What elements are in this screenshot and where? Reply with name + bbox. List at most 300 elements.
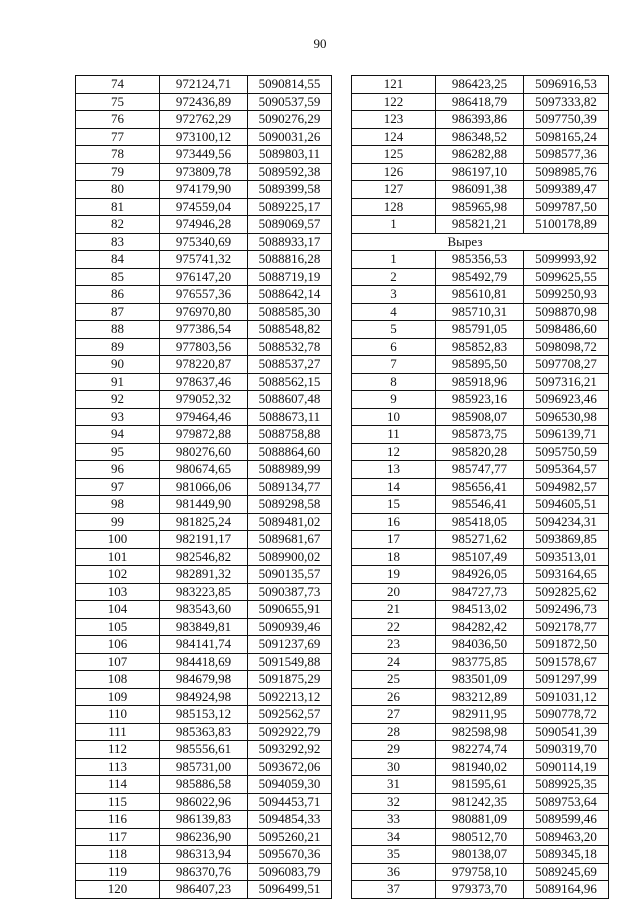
point-number-cell: 11 <box>352 426 436 444</box>
point-number-cell: 3 <box>352 286 436 304</box>
point-number-cell: 17 <box>352 531 436 549</box>
y-coordinate-cell: 5096923,46 <box>524 391 609 409</box>
point-number-cell: 30 <box>352 758 436 776</box>
x-coordinate-cell: 983849,81 <box>160 618 248 636</box>
table-row <box>76 408 332 426</box>
table-row <box>76 268 332 286</box>
x-coordinate-cell: 984141,74 <box>160 636 248 654</box>
table-row <box>352 303 609 321</box>
point-number-cell: 82 <box>76 216 160 234</box>
point-number-cell: 78 <box>76 146 160 164</box>
table-row <box>76 181 332 199</box>
table-row <box>352 496 609 514</box>
point-number-cell: 120 <box>76 881 160 899</box>
point-number-cell: 24 <box>352 653 436 671</box>
y-coordinate-cell: 5089599,46 <box>524 811 609 829</box>
point-number-cell: 77 <box>76 128 160 146</box>
x-coordinate-cell: 975741,32 <box>160 251 248 269</box>
y-coordinate-cell: 5098486,60 <box>524 321 609 339</box>
x-coordinate-cell: 985710,31 <box>436 303 524 321</box>
x-coordinate-cell: 985107,49 <box>436 548 524 566</box>
x-coordinate-cell: 980674,65 <box>160 461 248 479</box>
y-coordinate-cell: 5092922,79 <box>248 723 332 741</box>
point-number-cell: 115 <box>76 793 160 811</box>
x-coordinate-cell: 985492,79 <box>436 268 524 286</box>
point-number-cell: 29 <box>352 741 436 759</box>
point-number-cell: 116 <box>76 811 160 829</box>
table-row <box>352 111 609 129</box>
point-number-cell: 102 <box>76 566 160 584</box>
point-number-cell: 106 <box>76 636 160 654</box>
table-row <box>76 636 332 654</box>
y-coordinate-cell: 5089753,64 <box>524 793 609 811</box>
x-coordinate-cell: 981940,02 <box>436 758 524 776</box>
y-coordinate-cell: 5088864,60 <box>248 443 332 461</box>
table-row <box>352 338 609 356</box>
x-coordinate-cell: 981825,24 <box>160 513 248 531</box>
point-number-cell: 4 <box>352 303 436 321</box>
x-coordinate-cell: 982598,98 <box>436 723 524 741</box>
table-row <box>76 198 332 216</box>
point-number-cell: 122 <box>352 93 436 111</box>
y-coordinate-cell: 5094059,30 <box>248 776 332 794</box>
table-row <box>352 408 609 426</box>
table-row <box>76 303 332 321</box>
x-coordinate-cell: 974946,28 <box>160 216 248 234</box>
point-number-cell: 22 <box>352 618 436 636</box>
table-row <box>352 671 609 689</box>
y-coordinate-cell: 5096916,53 <box>524 76 609 94</box>
table-row <box>352 356 609 374</box>
y-coordinate-cell: 5096499,51 <box>248 881 332 899</box>
point-number-cell: 94 <box>76 426 160 444</box>
point-number-cell: 96 <box>76 461 160 479</box>
table-row <box>352 461 609 479</box>
point-number-cell: 9 <box>352 391 436 409</box>
table-row <box>76 93 332 111</box>
y-coordinate-cell: 5097316,21 <box>524 373 609 391</box>
point-number-cell: 33 <box>352 811 436 829</box>
point-number-cell: 113 <box>76 758 160 776</box>
point-number-cell: 87 <box>76 303 160 321</box>
x-coordinate-cell: 985918,96 <box>436 373 524 391</box>
point-number-cell: 126 <box>352 163 436 181</box>
table-row <box>76 863 332 881</box>
x-coordinate-cell: 977803,56 <box>160 338 248 356</box>
x-coordinate-cell: 978637,46 <box>160 373 248 391</box>
point-number-cell: 118 <box>76 846 160 864</box>
y-coordinate-cell: 5089164,96 <box>524 881 609 899</box>
point-number-cell: 5 <box>352 321 436 339</box>
x-coordinate-cell: 980881,09 <box>436 811 524 829</box>
table-row <box>76 601 332 619</box>
point-number-cell: 99 <box>76 513 160 531</box>
point-number-cell: 111 <box>76 723 160 741</box>
y-coordinate-cell: 5090814,55 <box>248 76 332 94</box>
x-coordinate-cell: 986393,86 <box>436 111 524 129</box>
y-coordinate-cell: 5088532,78 <box>248 338 332 356</box>
table-row <box>352 566 609 584</box>
x-coordinate-cell: 982911,95 <box>436 706 524 724</box>
x-coordinate-cell: 976557,36 <box>160 286 248 304</box>
table-row <box>352 793 609 811</box>
y-coordinate-cell: 5090541,39 <box>524 723 609 741</box>
point-number-cell: 81 <box>76 198 160 216</box>
y-coordinate-cell: 5091549,88 <box>248 653 332 671</box>
table-row <box>76 391 332 409</box>
table-row <box>352 286 609 304</box>
table-row <box>76 811 332 829</box>
table-row <box>76 76 332 94</box>
y-coordinate-cell: 5088548,82 <box>248 321 332 339</box>
point-number-cell: 27 <box>352 706 436 724</box>
table-row <box>352 548 609 566</box>
x-coordinate-cell: 982891,32 <box>160 566 248 584</box>
y-coordinate-cell: 5098165,24 <box>524 128 609 146</box>
y-coordinate-cell: 5099993,92 <box>524 251 609 269</box>
y-coordinate-cell: 5089900,02 <box>248 548 332 566</box>
y-coordinate-cell: 5096139,71 <box>524 426 609 444</box>
x-coordinate-cell: 984036,50 <box>436 636 524 654</box>
y-coordinate-cell: 5100178,89 <box>524 216 609 234</box>
table-row <box>76 758 332 776</box>
x-coordinate-cell: 974559,04 <box>160 198 248 216</box>
y-coordinate-cell: 5095670,36 <box>248 846 332 864</box>
x-coordinate-cell: 984926,05 <box>436 566 524 584</box>
table-row <box>76 723 332 741</box>
table-row <box>76 583 332 601</box>
y-coordinate-cell: 5089399,58 <box>248 181 332 199</box>
point-number-cell: 12 <box>352 443 436 461</box>
y-coordinate-cell: 5092178,77 <box>524 618 609 636</box>
point-number-cell: 37 <box>352 881 436 899</box>
table-row <box>76 548 332 566</box>
x-coordinate-cell: 983223,85 <box>160 583 248 601</box>
y-coordinate-cell: 5095260,21 <box>248 828 332 846</box>
y-coordinate-cell: 5098577,36 <box>524 146 609 164</box>
x-coordinate-cell: 980138,07 <box>436 846 524 864</box>
table-row <box>352 723 609 741</box>
table-row <box>352 863 609 881</box>
x-coordinate-cell: 985886,58 <box>160 776 248 794</box>
x-coordinate-cell: 985791,05 <box>436 321 524 339</box>
table-row <box>352 811 609 829</box>
table-row <box>76 478 332 496</box>
y-coordinate-cell: 5097708,27 <box>524 356 609 374</box>
y-coordinate-cell: 5089681,67 <box>248 531 332 549</box>
table-row <box>352 163 609 181</box>
y-coordinate-cell: 5088719,19 <box>248 268 332 286</box>
point-number-cell: 127 <box>352 181 436 199</box>
x-coordinate-cell: 977386,54 <box>160 321 248 339</box>
point-number-cell: 125 <box>352 146 436 164</box>
x-coordinate-cell: 986091,38 <box>436 181 524 199</box>
point-number-cell: 14 <box>352 478 436 496</box>
point-number-cell: 36 <box>352 863 436 881</box>
table-row <box>352 846 609 864</box>
x-coordinate-cell: 985908,07 <box>436 408 524 426</box>
point-number-cell: 21 <box>352 601 436 619</box>
point-number-cell: 74 <box>76 76 160 94</box>
y-coordinate-cell: 5094605,51 <box>524 496 609 514</box>
page-number: 90 <box>313 36 327 51</box>
table-row <box>76 496 332 514</box>
x-coordinate-cell: 979758,10 <box>436 863 524 881</box>
coordinates-table-left <box>75 75 332 899</box>
x-coordinate-cell: 981449,90 <box>160 496 248 514</box>
point-number-cell: 110 <box>76 706 160 724</box>
y-coordinate-cell: 5094982,57 <box>524 478 609 496</box>
x-coordinate-cell: 986418,79 <box>436 93 524 111</box>
point-number-cell: 107 <box>76 653 160 671</box>
y-coordinate-cell: 5089592,38 <box>248 163 332 181</box>
x-coordinate-cell: 974179,90 <box>160 181 248 199</box>
y-coordinate-cell: 5089134,77 <box>248 478 332 496</box>
table-row <box>352 513 609 531</box>
y-coordinate-cell: 5089345,18 <box>524 846 609 864</box>
x-coordinate-cell: 976147,20 <box>160 268 248 286</box>
point-number-cell: 95 <box>76 443 160 461</box>
point-number-cell: 114 <box>76 776 160 794</box>
table-row <box>76 216 332 234</box>
table-row <box>76 531 332 549</box>
table-row <box>76 741 332 759</box>
point-number-cell: 86 <box>76 286 160 304</box>
x-coordinate-cell: 973449,56 <box>160 146 248 164</box>
y-coordinate-cell: 5088816,28 <box>248 251 332 269</box>
x-coordinate-cell: 976970,80 <box>160 303 248 321</box>
x-coordinate-cell: 984282,42 <box>436 618 524 636</box>
y-coordinate-cell: 5090135,57 <box>248 566 332 584</box>
table-row <box>76 443 332 461</box>
point-number-cell: 123 <box>352 111 436 129</box>
table-row <box>352 321 609 339</box>
y-coordinate-cell: 5088758,88 <box>248 426 332 444</box>
point-number-cell: 124 <box>352 128 436 146</box>
point-number-cell: 117 <box>76 828 160 846</box>
y-coordinate-cell: 5096530,98 <box>524 408 609 426</box>
x-coordinate-cell: 985873,75 <box>436 426 524 444</box>
point-number-cell: 18 <box>352 548 436 566</box>
point-number-cell: 121 <box>352 76 436 94</box>
x-coordinate-cell: 981242,35 <box>436 793 524 811</box>
x-coordinate-cell: 983543,60 <box>160 601 248 619</box>
y-coordinate-cell: 5092496,73 <box>524 601 609 619</box>
x-coordinate-cell: 985656,41 <box>436 478 524 496</box>
x-coordinate-cell: 985153,12 <box>160 706 248 724</box>
point-number-cell: 104 <box>76 601 160 619</box>
x-coordinate-cell: 979464,46 <box>160 408 248 426</box>
table-row <box>76 461 332 479</box>
y-coordinate-cell: 5089925,35 <box>524 776 609 794</box>
x-coordinate-cell: 986139,83 <box>160 811 248 829</box>
x-coordinate-cell: 982274,74 <box>436 741 524 759</box>
x-coordinate-cell: 984924,98 <box>160 688 248 706</box>
y-coordinate-cell: 5090537,59 <box>248 93 332 111</box>
table-row <box>76 251 332 269</box>
x-coordinate-cell: 973809,78 <box>160 163 248 181</box>
table-row <box>352 758 609 776</box>
x-coordinate-cell: 975340,69 <box>160 233 248 251</box>
table-row <box>352 828 609 846</box>
table-row <box>76 671 332 689</box>
x-coordinate-cell: 986407,23 <box>160 881 248 899</box>
y-coordinate-cell: 5089298,58 <box>248 496 332 514</box>
table-row <box>76 566 332 584</box>
y-coordinate-cell: 5088989,99 <box>248 461 332 479</box>
y-coordinate-cell: 5093292,92 <box>248 741 332 759</box>
x-coordinate-cell: 979373,70 <box>436 881 524 899</box>
x-coordinate-cell: 979872,88 <box>160 426 248 444</box>
y-coordinate-cell: 5088537,27 <box>248 356 332 374</box>
x-coordinate-cell: 986423,25 <box>436 76 524 94</box>
coordinates-table-right <box>351 75 609 899</box>
point-number-cell: 79 <box>76 163 160 181</box>
table-row <box>352 76 609 94</box>
table-row <box>76 828 332 846</box>
x-coordinate-cell: 985895,50 <box>436 356 524 374</box>
point-number-cell: 23 <box>352 636 436 654</box>
table-row <box>352 776 609 794</box>
y-coordinate-cell: 5092562,57 <box>248 706 332 724</box>
x-coordinate-cell: 985731,00 <box>160 758 248 776</box>
x-coordinate-cell: 986282,88 <box>436 146 524 164</box>
point-number-cell: 112 <box>76 741 160 759</box>
x-coordinate-cell: 984418,69 <box>160 653 248 671</box>
table-row <box>76 356 332 374</box>
point-number-cell: 1 <box>352 251 436 269</box>
table-row <box>352 706 609 724</box>
table-row <box>352 93 609 111</box>
x-coordinate-cell: 972762,29 <box>160 111 248 129</box>
y-coordinate-cell: 5090319,70 <box>524 741 609 759</box>
point-number-cell: 13 <box>352 461 436 479</box>
table-row <box>76 286 332 304</box>
point-number-cell: 35 <box>352 846 436 864</box>
x-coordinate-cell: 986236,90 <box>160 828 248 846</box>
y-coordinate-cell: 5094234,31 <box>524 513 609 531</box>
point-number-cell: 20 <box>352 583 436 601</box>
y-coordinate-cell: 5094453,71 <box>248 793 332 811</box>
table-row <box>352 373 609 391</box>
y-coordinate-cell: 5090031,26 <box>248 128 332 146</box>
y-coordinate-cell: 5089481,02 <box>248 513 332 531</box>
x-coordinate-cell: 979052,32 <box>160 391 248 409</box>
x-coordinate-cell: 981066,06 <box>160 478 248 496</box>
y-coordinate-cell: 5098098,72 <box>524 338 609 356</box>
y-coordinate-cell: 5090655,91 <box>248 601 332 619</box>
point-number-cell: 1 <box>352 216 436 234</box>
point-number-cell: 97 <box>76 478 160 496</box>
table-row <box>76 321 332 339</box>
table-row <box>76 793 332 811</box>
x-coordinate-cell: 985356,53 <box>436 251 524 269</box>
x-coordinate-cell: 985418,05 <box>436 513 524 531</box>
table-row <box>76 373 332 391</box>
point-number-cell: 108 <box>76 671 160 689</box>
table-row <box>352 531 609 549</box>
table-row <box>352 583 609 601</box>
y-coordinate-cell: 5091237,69 <box>248 636 332 654</box>
y-coordinate-cell: 5088562,15 <box>248 373 332 391</box>
y-coordinate-cell: 5093164,65 <box>524 566 609 584</box>
x-coordinate-cell: 983501,09 <box>436 671 524 689</box>
point-number-cell: 128 <box>352 198 436 216</box>
point-number-cell: 8 <box>352 373 436 391</box>
y-coordinate-cell: 5089245,69 <box>524 863 609 881</box>
x-coordinate-cell: 985610,81 <box>436 286 524 304</box>
y-coordinate-cell: 5088585,30 <box>248 303 332 321</box>
y-coordinate-cell: 5099787,50 <box>524 198 609 216</box>
x-coordinate-cell: 973100,12 <box>160 128 248 146</box>
table-row <box>352 426 609 444</box>
y-coordinate-cell: 5091872,50 <box>524 636 609 654</box>
point-number-cell: 93 <box>76 408 160 426</box>
x-coordinate-cell: 984727,73 <box>436 583 524 601</box>
point-number-cell: 76 <box>76 111 160 129</box>
point-number-cell: 7 <box>352 356 436 374</box>
section-row <box>352 233 609 251</box>
table-row <box>76 163 332 181</box>
x-coordinate-cell: 982191,17 <box>160 531 248 549</box>
y-coordinate-cell: 5088673,11 <box>248 408 332 426</box>
point-number-cell: 83 <box>76 233 160 251</box>
y-coordinate-cell: 5091031,12 <box>524 688 609 706</box>
point-number-cell: 89 <box>76 338 160 356</box>
section-label: Вырез <box>436 233 609 251</box>
point-number-cell: 84 <box>76 251 160 269</box>
y-coordinate-cell: 5097333,82 <box>524 93 609 111</box>
point-number-cell: 31 <box>352 776 436 794</box>
table-row <box>76 426 332 444</box>
point-number-cell: 92 <box>76 391 160 409</box>
table-row <box>352 478 609 496</box>
x-coordinate-cell: 972436,89 <box>160 93 248 111</box>
x-coordinate-cell: 980276,60 <box>160 443 248 461</box>
point-number-cell: 15 <box>352 496 436 514</box>
point-number-cell: 119 <box>76 863 160 881</box>
point-number-cell: 105 <box>76 618 160 636</box>
table-row <box>352 688 609 706</box>
point-number-cell: 28 <box>352 723 436 741</box>
table-row <box>352 618 609 636</box>
x-coordinate-cell: 986348,52 <box>436 128 524 146</box>
table-row <box>76 688 332 706</box>
y-coordinate-cell: 5095750,59 <box>524 443 609 461</box>
y-coordinate-cell: 5098870,98 <box>524 303 609 321</box>
point-number-cell: 34 <box>352 828 436 846</box>
x-coordinate-cell: 985747,77 <box>436 461 524 479</box>
y-coordinate-cell: 5093513,01 <box>524 548 609 566</box>
point-number-cell: 10 <box>352 408 436 426</box>
x-coordinate-cell: 985363,83 <box>160 723 248 741</box>
table-row <box>352 601 609 619</box>
y-coordinate-cell: 5091875,29 <box>248 671 332 689</box>
y-coordinate-cell: 5090114,19 <box>524 758 609 776</box>
point-number-cell: 85 <box>76 268 160 286</box>
x-coordinate-cell: 986022,96 <box>160 793 248 811</box>
table-row <box>352 443 609 461</box>
y-coordinate-cell: 5090939,46 <box>248 618 332 636</box>
y-coordinate-cell: 5088642,14 <box>248 286 332 304</box>
point-number-cell: 2 <box>352 268 436 286</box>
y-coordinate-cell: 5088607,48 <box>248 391 332 409</box>
x-coordinate-cell: 985546,41 <box>436 496 524 514</box>
y-coordinate-cell: 5097750,39 <box>524 111 609 129</box>
x-coordinate-cell: 986313,94 <box>160 846 248 864</box>
x-coordinate-cell: 986370,76 <box>160 863 248 881</box>
y-coordinate-cell: 5091297,99 <box>524 671 609 689</box>
